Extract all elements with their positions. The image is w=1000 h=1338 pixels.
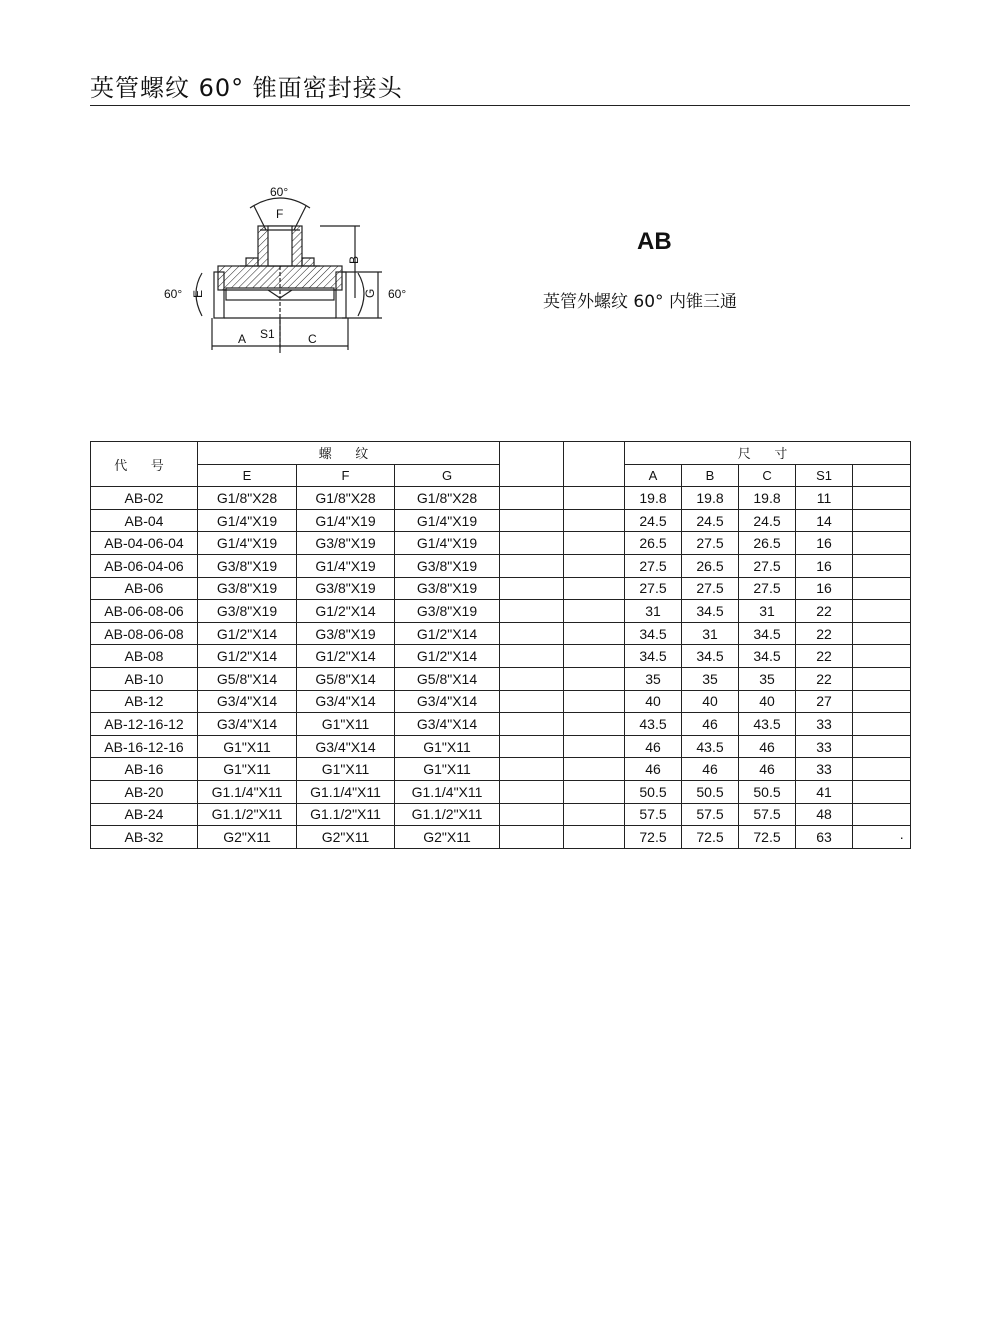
cell-blank	[564, 780, 625, 803]
cell-mark	[853, 758, 911, 781]
table-row	[91, 713, 911, 736]
cell-blank	[564, 735, 625, 758]
cell-blank	[500, 622, 564, 645]
cell-code: AB-20	[91, 780, 198, 803]
cell-s1: 11	[796, 487, 853, 510]
cell-a: 43.5	[625, 713, 682, 736]
fitting-drawing	[150, 178, 430, 358]
cell-a: 40	[625, 690, 682, 713]
cell-code: AB-06-04-06	[91, 554, 198, 577]
cell-code: AB-06	[91, 577, 198, 600]
product-code: AB	[637, 228, 672, 255]
cell-blank	[500, 758, 564, 781]
cell-g: G1/4"X19	[395, 532, 500, 555]
col-F: F	[297, 464, 395, 487]
cell-blank	[564, 577, 625, 600]
title-divider	[90, 105, 910, 106]
cell-f: G1"X11	[297, 758, 395, 781]
dim-A-label: A	[238, 332, 247, 346]
cell-blank	[564, 667, 625, 690]
cell-a: 34.5	[625, 622, 682, 645]
header-dimensions: 尺 寸	[625, 442, 911, 465]
dim-E-label: E	[191, 289, 205, 298]
table-row	[91, 622, 911, 645]
cell-g: G1/2"X14	[395, 622, 500, 645]
cell-b: 34.5	[682, 600, 739, 623]
cell-mark	[853, 622, 911, 645]
cell-a: 27.5	[625, 554, 682, 577]
cell-e: G3/4"X14	[198, 690, 297, 713]
dim-S1-label: S1	[260, 327, 275, 341]
cell-s1: 48	[796, 803, 853, 826]
cell-a: 19.8	[625, 487, 682, 510]
table-row	[91, 509, 911, 532]
cell-mark	[853, 509, 911, 532]
table-row	[91, 780, 911, 803]
cell-s1: 22	[796, 600, 853, 623]
cell-c: 46	[739, 758, 796, 781]
cell-code: AB-24	[91, 803, 198, 826]
page-title: 英管螺纹 60° 锥面密封接头	[90, 74, 403, 102]
cell-code: AB-16-12-16	[91, 735, 198, 758]
cell-c: 19.8	[739, 487, 796, 510]
cell-code: AB-32	[91, 826, 198, 849]
cell-c: 34.5	[739, 622, 796, 645]
cell-mark	[853, 600, 911, 623]
cell-c: 27.5	[739, 577, 796, 600]
cell-blank	[500, 690, 564, 713]
cell-blank	[500, 645, 564, 668]
cell-blank	[564, 758, 625, 781]
cell-e: G1.1/4"X11	[198, 780, 297, 803]
cell-e: G1/4"X19	[198, 532, 297, 555]
cell-a: 24.5	[625, 509, 682, 532]
cell-g: G5/8"X14	[395, 667, 500, 690]
table-header-row	[91, 442, 911, 465]
col-blank	[853, 464, 911, 487]
cell-b: 46	[682, 758, 739, 781]
cell-e: G5/8"X14	[198, 667, 297, 690]
cell-b: 34.5	[682, 645, 739, 668]
cell-blank	[500, 554, 564, 577]
cell-f: G1/4"X19	[297, 554, 395, 577]
cell-s1: 16	[796, 577, 853, 600]
cell-e: G1"X11	[198, 758, 297, 781]
cell-blank	[500, 713, 564, 736]
cell-g: G1/4"X19	[395, 509, 500, 532]
cell-code: AB-10	[91, 667, 198, 690]
cell-f: G3/4"X14	[297, 690, 395, 713]
cell-s1: 41	[796, 780, 853, 803]
cell-c: 46	[739, 735, 796, 758]
cell-code: AB-02	[91, 487, 198, 510]
cell-blank	[564, 803, 625, 826]
cell-e: G2"X11	[198, 826, 297, 849]
cell-e: G3/4"X14	[198, 713, 297, 736]
cell-b: 31	[682, 622, 739, 645]
col-S1: S1	[796, 464, 853, 487]
table-row	[91, 554, 911, 577]
cell-b: 43.5	[682, 735, 739, 758]
cell-code: AB-04	[91, 509, 198, 532]
cell-a: 50.5	[625, 780, 682, 803]
cell-b: 57.5	[682, 803, 739, 826]
cell-g: G3/8"X19	[395, 554, 500, 577]
cell-e: G1"X11	[198, 735, 297, 758]
cell-f: G1/8"X28	[297, 487, 395, 510]
cell-blank	[564, 690, 625, 713]
table-row	[91, 487, 911, 510]
cell-mark	[853, 780, 911, 803]
cell-blank	[564, 487, 625, 510]
cell-blank	[500, 509, 564, 532]
cell-e: G3/8"X19	[198, 554, 297, 577]
cell-f: G3/4"X14	[297, 735, 395, 758]
cell-b: 35	[682, 667, 739, 690]
cell-mark	[853, 713, 911, 736]
cell-c: 57.5	[739, 803, 796, 826]
cell-f: G1/4"X19	[297, 509, 395, 532]
dim-G-label: G	[363, 288, 377, 298]
cell-f: G1/2"X14	[297, 600, 395, 623]
cell-a: 46	[625, 758, 682, 781]
cell-c: 34.5	[739, 645, 796, 668]
cell-c: 50.5	[739, 780, 796, 803]
cell-c: 72.5	[739, 826, 796, 849]
cell-b: 19.8	[682, 487, 739, 510]
table-row	[91, 826, 911, 849]
cell-blank	[564, 600, 625, 623]
cell-mark: ·	[853, 826, 911, 849]
cell-s1: 27	[796, 690, 853, 713]
cell-blank	[500, 667, 564, 690]
cell-g: G3/8"X19	[395, 600, 500, 623]
cell-f: G1.1/2"X11	[297, 803, 395, 826]
cell-c: 27.5	[739, 554, 796, 577]
cell-s1: 22	[796, 622, 853, 645]
cell-blank	[500, 803, 564, 826]
cell-f: G1.1/4"X11	[297, 780, 395, 803]
cell-c: 26.5	[739, 532, 796, 555]
cell-g: G1/8"X28	[395, 487, 500, 510]
cell-b: 50.5	[682, 780, 739, 803]
cell-mark	[853, 735, 911, 758]
cell-g: G1"X11	[395, 758, 500, 781]
cell-blank	[564, 826, 625, 849]
col-G: G	[395, 464, 500, 487]
dim-F-label: F	[276, 207, 284, 221]
cell-c: 35	[739, 667, 796, 690]
cell-code: AB-06-08-06	[91, 600, 198, 623]
table-row	[91, 803, 911, 826]
cell-mark	[853, 577, 911, 600]
cell-b: 24.5	[682, 509, 739, 532]
cell-s1: 16	[796, 532, 853, 555]
col-C: C	[739, 464, 796, 487]
cell-f: G3/8"X19	[297, 622, 395, 645]
table-row	[91, 667, 911, 690]
cell-a: 35	[625, 667, 682, 690]
cell-s1: 33	[796, 713, 853, 736]
cell-mark	[853, 532, 911, 555]
cell-e: G1/2"X14	[198, 645, 297, 668]
cell-b: 27.5	[682, 532, 739, 555]
table-row	[91, 532, 911, 555]
cell-code: AB-16	[91, 758, 198, 781]
cell-f: G1/2"X14	[297, 645, 395, 668]
cell-c: 24.5	[739, 509, 796, 532]
cell-f: G3/8"X19	[297, 577, 395, 600]
cell-s1: 33	[796, 758, 853, 781]
dim-B-label: B	[347, 255, 361, 264]
cell-mark	[853, 803, 911, 826]
cell-blank	[500, 577, 564, 600]
cell-code: AB-12	[91, 690, 198, 713]
cell-blank	[500, 532, 564, 555]
angle-left-label: 60°	[164, 287, 183, 301]
col-A: A	[625, 464, 682, 487]
cell-c: 43.5	[739, 713, 796, 736]
header-code: 代 号	[91, 442, 198, 487]
cell-code: AB-04-06-04	[91, 532, 198, 555]
cell-mark	[853, 690, 911, 713]
cell-s1: 14	[796, 509, 853, 532]
cell-s1: 33	[796, 735, 853, 758]
cell-b: 26.5	[682, 554, 739, 577]
cell-a: 72.5	[625, 826, 682, 849]
cell-blank	[500, 826, 564, 849]
cell-g: G3/8"X19	[395, 577, 500, 600]
cell-e: G1.1/2"X11	[198, 803, 297, 826]
cell-code: AB-08-06-08	[91, 622, 198, 645]
cell-e: G1/4"X19	[198, 509, 297, 532]
cell-code: AB-08	[91, 645, 198, 668]
cell-b: 46	[682, 713, 739, 736]
cell-blank	[564, 713, 625, 736]
cell-blank	[500, 735, 564, 758]
col-E: E	[198, 464, 297, 487]
cell-a: 57.5	[625, 803, 682, 826]
spec-table	[90, 441, 911, 849]
cell-blank	[500, 780, 564, 803]
cell-mark	[853, 554, 911, 577]
cell-a: 26.5	[625, 532, 682, 555]
cell-b: 72.5	[682, 826, 739, 849]
cell-a: 31	[625, 600, 682, 623]
cell-f: G3/8"X19	[297, 532, 395, 555]
cell-s1: 22	[796, 667, 853, 690]
table-row	[91, 690, 911, 713]
cell-g: G1.1/4"X11	[395, 780, 500, 803]
col-B: B	[682, 464, 739, 487]
table-row	[91, 645, 911, 668]
cell-a: 27.5	[625, 577, 682, 600]
cell-s1: 22	[796, 645, 853, 668]
table-row	[91, 600, 911, 623]
dim-C-label: C	[308, 332, 317, 346]
cell-s1: 16	[796, 554, 853, 577]
cell-code: AB-12-16-12	[91, 713, 198, 736]
cell-b: 27.5	[682, 577, 739, 600]
cell-blank	[564, 509, 625, 532]
cell-a: 46	[625, 735, 682, 758]
cell-s1: 63	[796, 826, 853, 849]
cell-g: G2"X11	[395, 826, 500, 849]
angle-right-label: 60°	[388, 287, 407, 301]
cell-mark	[853, 487, 911, 510]
cell-blank	[500, 487, 564, 510]
product-description: 英管外螺纹 60° 内锥三通	[543, 292, 737, 312]
cell-g: G1"X11	[395, 735, 500, 758]
header-thread: 螺 纹	[198, 442, 500, 465]
cell-blank	[564, 532, 625, 555]
cell-g: G1/2"X14	[395, 645, 500, 668]
cell-e: G1/8"X28	[198, 487, 297, 510]
cell-blank	[564, 645, 625, 668]
cell-c: 31	[739, 600, 796, 623]
cell-f: G1"X11	[297, 713, 395, 736]
cell-mark	[853, 667, 911, 690]
header-blank-2	[564, 442, 625, 487]
cell-blank	[564, 554, 625, 577]
cell-g: G3/4"X14	[395, 690, 500, 713]
cell-f: G5/8"X14	[297, 667, 395, 690]
angle-top-label: 60°	[270, 185, 289, 199]
cell-c: 40	[739, 690, 796, 713]
cell-blank	[564, 622, 625, 645]
cell-mark	[853, 645, 911, 668]
table-row	[91, 735, 911, 758]
table-row	[91, 758, 911, 781]
cell-e: G3/8"X19	[198, 600, 297, 623]
tee-fitting-diagram	[150, 178, 430, 358]
cell-b: 40	[682, 690, 739, 713]
table-row	[91, 577, 911, 600]
cell-g: G3/4"X14	[395, 713, 500, 736]
cell-e: G3/8"X19	[198, 577, 297, 600]
cell-blank	[500, 600, 564, 623]
header-blank-1	[500, 442, 564, 487]
cell-f: G2"X11	[297, 826, 395, 849]
cell-g: G1.1/2"X11	[395, 803, 500, 826]
cell-e: G1/2"X14	[198, 622, 297, 645]
cell-a: 34.5	[625, 645, 682, 668]
